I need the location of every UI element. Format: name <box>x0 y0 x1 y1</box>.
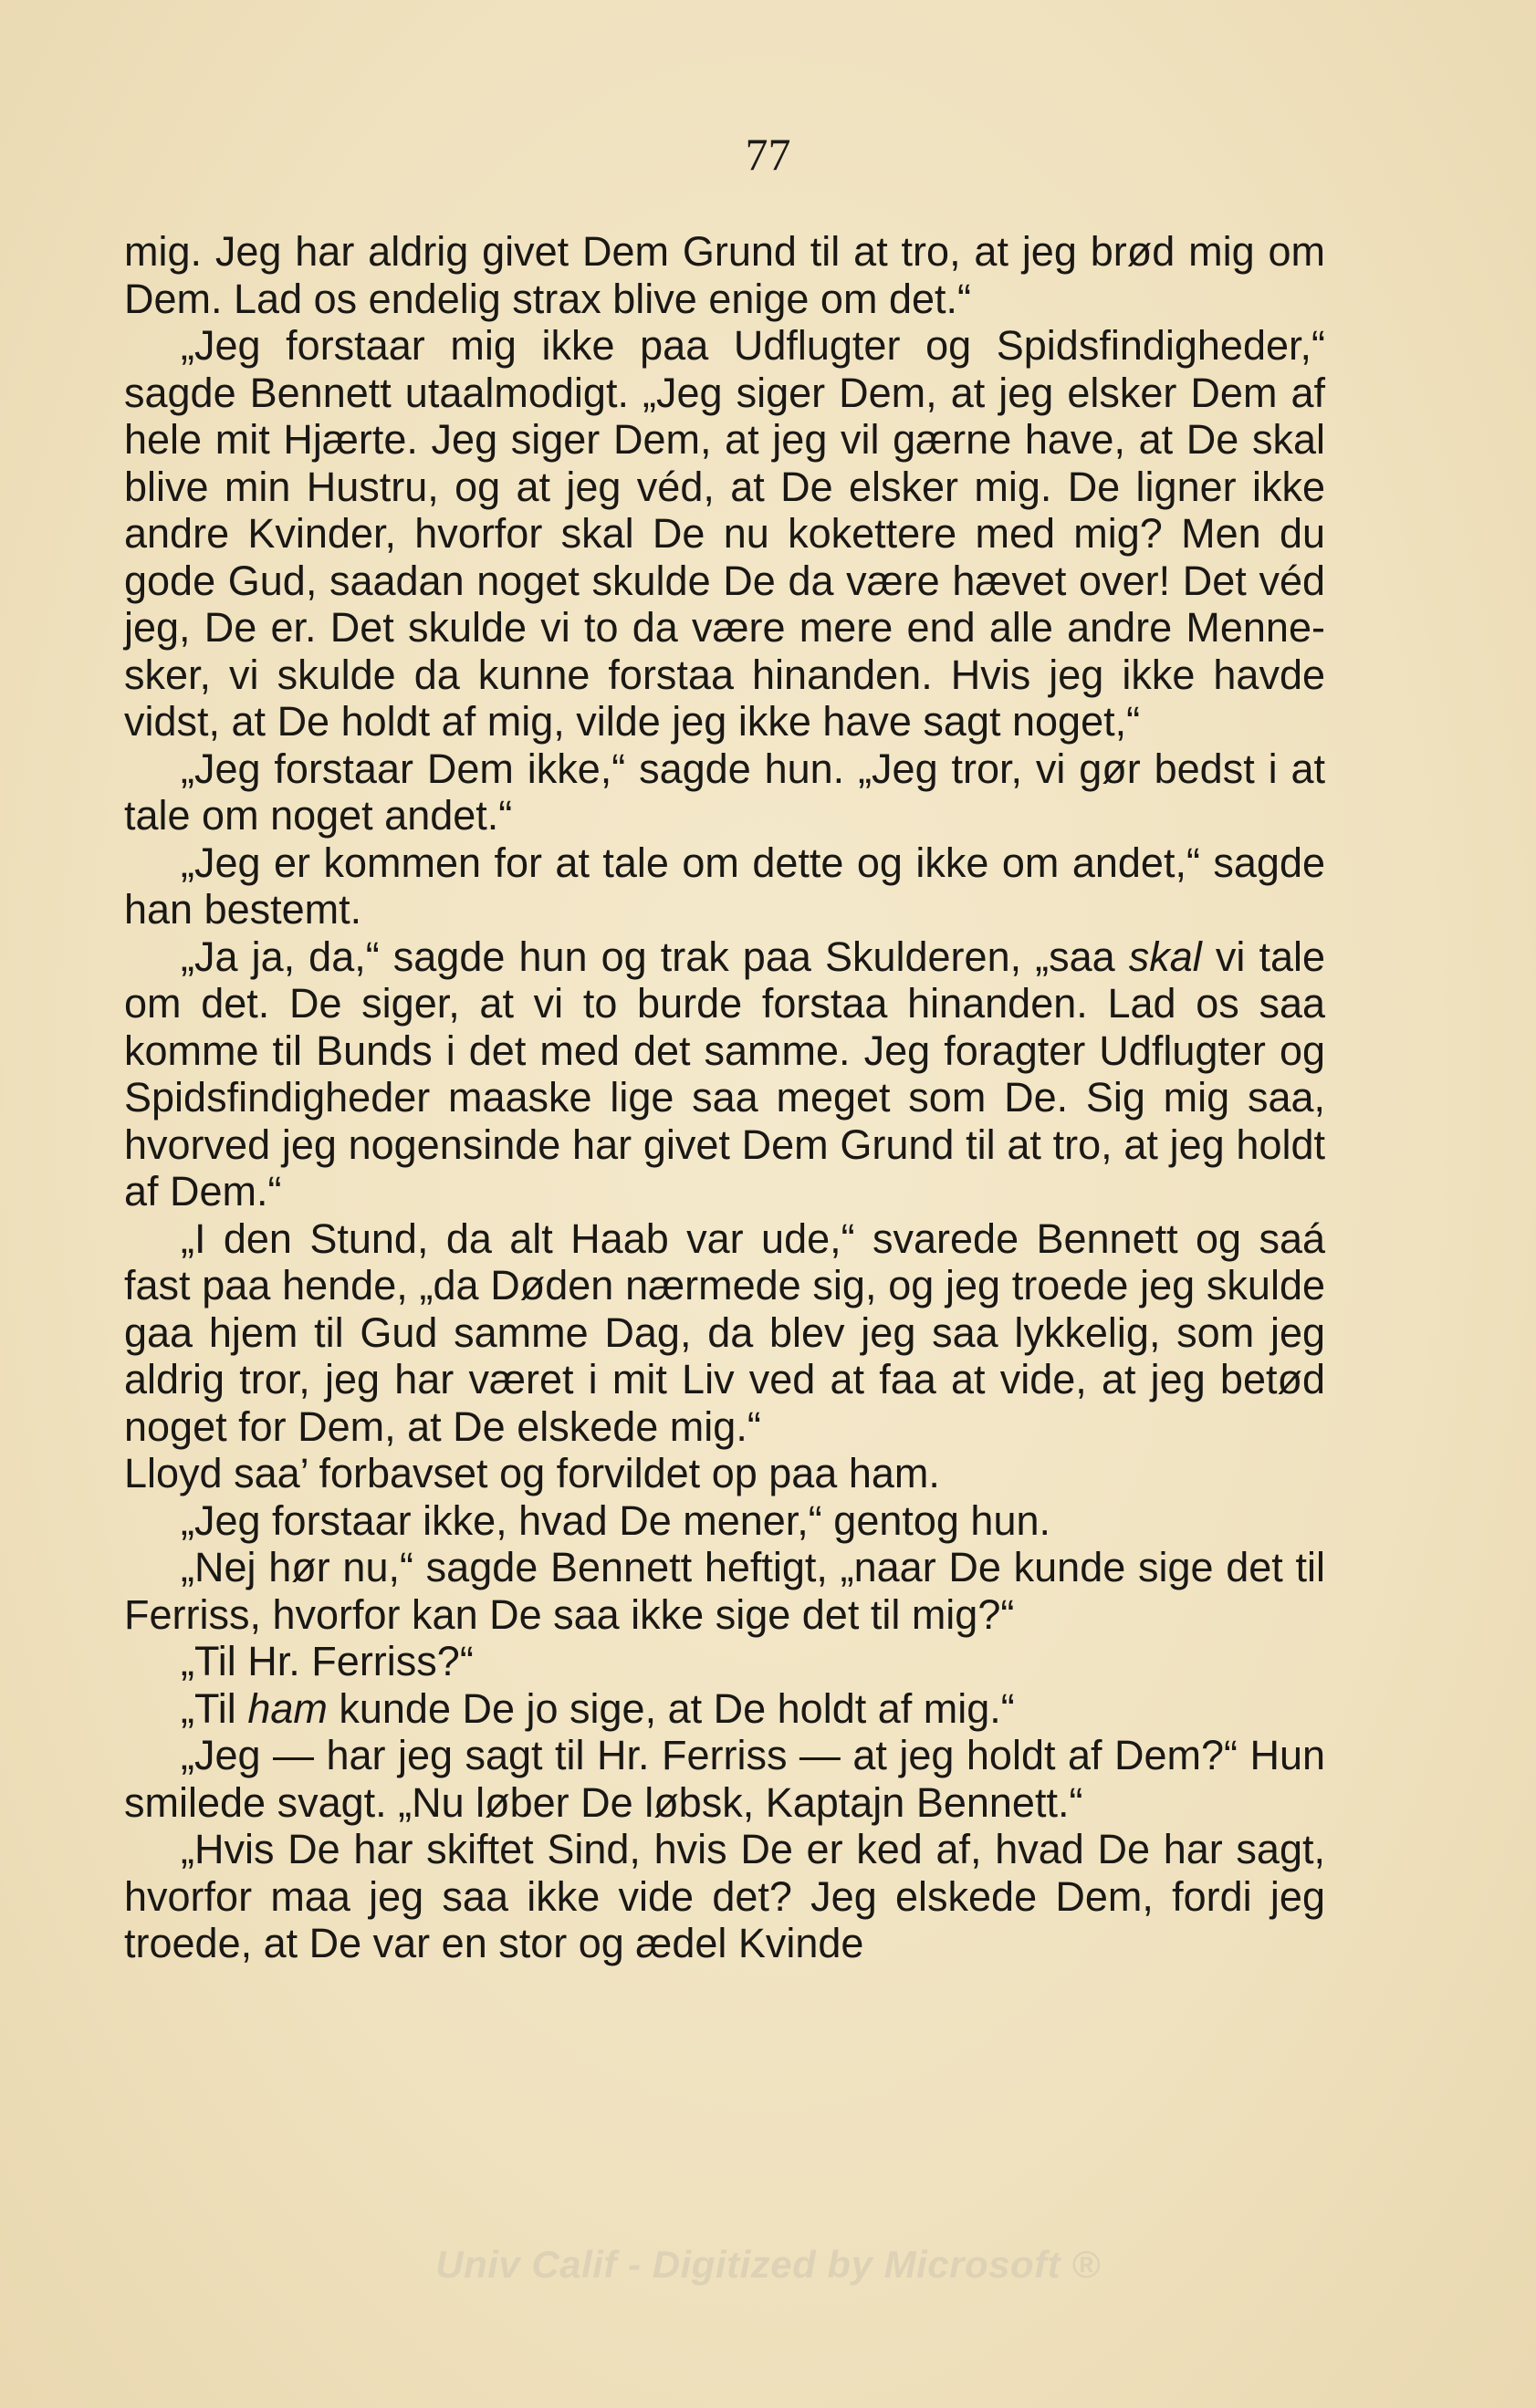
text-segment: „Til <box>181 1684 248 1732</box>
paragraph <box>124 1638 1325 1685</box>
text-segment: „Ja ja, da,“ sagde hun og trak paa Skulderen, „saa <box>181 933 1129 980</box>
text-segment: „Nej hør nu,“ sagde Bennett heftigt, „naar De kunde sige det til Ferriss, hvorfor kan De saa ikke sige det til mig?“ <box>124 1544 1325 1638</box>
paragraph <box>124 228 1325 322</box>
paragraph <box>124 1732 1325 1826</box>
paragraph <box>124 1544 1325 1638</box>
text-segment: Lloyd saa’ forbavset og forvildet op paa ham. <box>124 1450 940 1496</box>
text-segment: mig. Jeg har aldrig givet Dem Grund til at tro, at jeg brød mig om Dem. Lad os endelig strax blive enige om det.“ <box>124 228 1325 322</box>
paragraph <box>124 322 1325 745</box>
text-segment: „Jeg forstaar ikke, hvad De mener,“ gentog hun. <box>181 1496 1051 1544</box>
paragraph <box>124 1497 1325 1545</box>
paragraph <box>124 745 1325 839</box>
body-text <box>124 228 1325 1967</box>
text-segment: „Jeg forstaar Dem ikke,“ sagde hun. „Jeg tror, vi gør bedst i at tale om noget andet.“ <box>124 745 1325 839</box>
paragraph <box>124 839 1325 933</box>
italic-text-segment: skal <box>1128 933 1202 980</box>
page-number: 77 <box>745 129 791 180</box>
italic-text-segment: ham <box>247 1684 328 1732</box>
text-segment: „Jeg — har jeg sagt til Hr. Ferriss — at jeg holdt af Dem?“ Hun smilede svagt. „Nu løber De løbsk, Kaptajn Bennett.“ <box>124 1732 1325 1826</box>
text-segment: „Jeg forstaar mig ikke paa Udflugter og Spidsfindigheder,“ sagde Bennett utaalmodigt. „Jeg siger Dem, at jeg elsker Dem af hele mit Hjærte. Jeg siger Dem, at jeg vil gærne have, at De skal blive min Hustru, og at jeg véd, at De elsker mig. De ligner ikke andre Kvinder, hvorfor skal De nu kokettere med mig? Men du gode Gud, saadan noget skulde De da være hævet over! Det véd jeg, De er. Det skulde vi to da være mere end alle andre Mennesker, vi skulde da kunne forstaa hinanden. Hvis jeg ikke havde vidst, at De holdt af mig, vilde jeg ikke have sagt noget,“ <box>124 322 1325 745</box>
text-segment: „Jeg er kommen for at tale om dette og ikke om andet,“ sagde han bestemt. <box>124 839 1325 933</box>
text-segment: vi tale om det. De siger, at vi to burde forstaa hinanden. Lad os saa komme til Bunds i det med det samme. Jeg foragter Udflugter og Spidsfindigheder maaske lige saa meget som De. Sig mig saa, hvorved jeg nogensinde har givet Dem Grund til at tro, at jeg holdt af Dem.“ <box>124 933 1325 1214</box>
digitization-watermark: Univ Calif - Digitized by Microsoft ® <box>435 2243 1101 2286</box>
text-segment: kunde De jo sige, at De holdt af mig.“ <box>327 1684 1015 1732</box>
paragraph <box>124 1450 1325 1497</box>
text-segment: „Hvis De har skiftet Sind, hvis De er ked af, hvad De har sagt, hvorfor maa jeg saa ikke vide det? Jeg elskede Dem, fordi jeg troede, at De var en stor og ædel Kvinde <box>124 1826 1325 1966</box>
paragraph <box>124 1826 1325 1967</box>
text-segment: „Til Hr. Ferriss?“ <box>181 1638 474 1684</box>
paragraph <box>124 1685 1325 1733</box>
text-segment: „I den Stund, da alt Haab var ude,“ svarede Bennett og saá fast paa hende, „da Døden nærmede sig, og jeg troede jeg skulde gaa hjem til Gud samme Dag, da blev jeg saa lykkelig, som jeg aldrig tror, jeg har været i mit Liv ved at faa at vide, at jeg betød noget for Dem, at De elskede mig.“ <box>124 1214 1325 1450</box>
paragraph <box>124 1215 1325 1451</box>
paragraph <box>124 933 1325 1215</box>
